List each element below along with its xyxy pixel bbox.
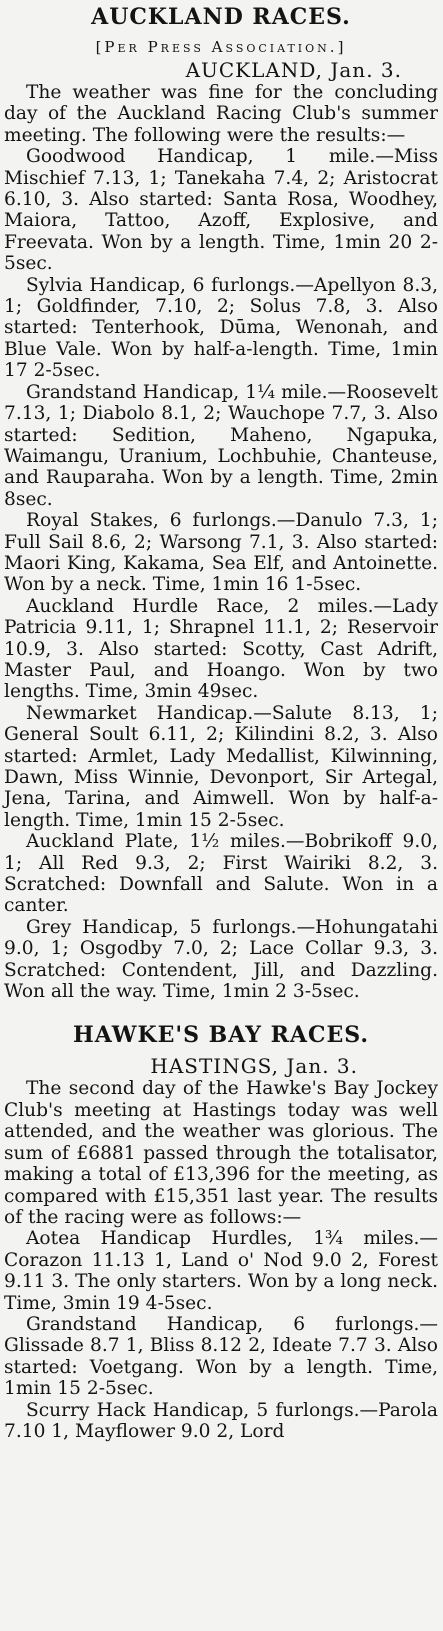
headline-hawkes-bay-races: HAWKE'S BAY RACES.	[73, 1022, 369, 1049]
paragraph: The weather was fine for the concluding day of the Auckland Racing Club's summer meeting. The following were the results:—	[4, 82, 438, 146]
race-result-paragraph: Grandstand Handicap, 6 furlongs.—Glissade 8.7 1, Bliss 8.12 2, Ideate 7.7 3. Also started: Voetgang. Won by a length. Time, 1min 15 2-5sec.	[4, 1313, 438, 1400]
paragraph: The second day of the Hawke's Bay Jockey Club's meeting at Hastings today was well attended, and the weather was glorious. The sum of £6881 passed through the totalisator, making a total of £13,396 for the meeting, as compared with £15,351 last year. The results of the racing were as follows:—	[4, 1078, 438, 1228]
race-result-paragraph: Goodwood Handicap, 1 mile.—Miss Mischief 7.13, 1; Tanekaha 7.4, 2; Aristocrat 6.10, 3. Also started: Santa Rosa, Woodhey, Maiora, Tattoo, Azoff, Explosive, and Freevata. Won by a length. Time, 1min 20 2-5sec.	[4, 146, 438, 275]
race-result-paragraph: Scurry Hack Handicap, 5 furlongs.—Parola 7.10 1, Mayflower 9.0 2, Lord	[4, 1399, 438, 1442]
race-result-paragraph: Sylvia Handicap, 6 furlongs.—Apellyon 8.3, 1; Goldfinder, 7.10, 2; Solus 7.8, 3. Also started: Tenterhook, Dūma, Wenonah, and Blue Vale. Won by half-a-length. Time, 1min 17 2-5sec.	[4, 274, 438, 382]
race-result-paragraph: Aotea Handicap Hurdles, 1¾ miles.—Corazon 11.13 1, Land o' Nod 9.0 2, Forest 9.11 3. The only starters. Won by a long neck. Time, 3min 19 4-5sec.	[4, 1228, 438, 1314]
headline-auckland-races: AUCKLAND RACES.	[91, 4, 351, 30]
press-association-credit: [Per Press Association.]	[95, 38, 347, 56]
dateline-auckland: AUCKLAND, Jan. 3.	[185, 58, 402, 82]
dateline-hastings: HASTINGS, Jan. 3.	[150, 1054, 358, 1079]
race-result-paragraph: Auckland Plate, 1½ miles.—Bobrikoff 9.0, 1; All Red 9.3, 2; First Wairiki 8.2, 3. Scratched: Downfall and Salute. Won in a canter.	[4, 831, 438, 917]
race-result-paragraph: Grey Handicap, 5 furlongs.—Hohungatahi 9.0, 1; Osgodby 7.0, 2; Lace Collar 9.3, 3. Scratched: Contendent, Jill, and Dazzling. Won all the way. Time, 1min 2 3-5sec.	[4, 916, 438, 1003]
race-result-paragraph: Auckland Hurdle Race, 2 miles.—Lady Patricia 9.11, 1; Shrapnel 11.1, 2; Reservoir 10.9, 3. Also started: Scotty, Cast Adrift, Master Paul, and Hoango. Won by two lengths. Time, 3min 49sec.	[4, 595, 438, 703]
race-result-paragraph: Grandstand Handicap, 1¼ mile.—Roosevelt 7.13, 1; Diabolo 8.1, 2; Wauchope 7.7, 3. Also started: Sedition, Maheno, Ngapuka, Waimangu, Uranium, Lochbuhie, Chanteuse, and Rauparaha. Won by a length. Time, 2min 8sec.	[4, 381, 438, 510]
race-result-paragraph: Royal Stakes, 6 furlongs.—Danulo 7.3, 1; Full Sail 8.6, 2; Warsong 7.1, 3. Also started: Maori King, Kakama, Sea Elf, and Antoinette. Won by a neck. Time, 1min 16 1-5sec.	[4, 510, 438, 596]
article-separator	[4, 1002, 438, 1012]
race-result-paragraph: Newmarket Handicap.—Salute 8.13, 1; General Soult 6.11, 2; Kilindini 8.2, 3. Also started: Armlet, Lady Medallist, Kilwinning, Dawn, Miss Winnie, Devonport, Sir Artegal, Jena, Tarina, and Aimwell. Won by half-a-length. Time, 1min 15 2-5sec.	[4, 702, 438, 831]
